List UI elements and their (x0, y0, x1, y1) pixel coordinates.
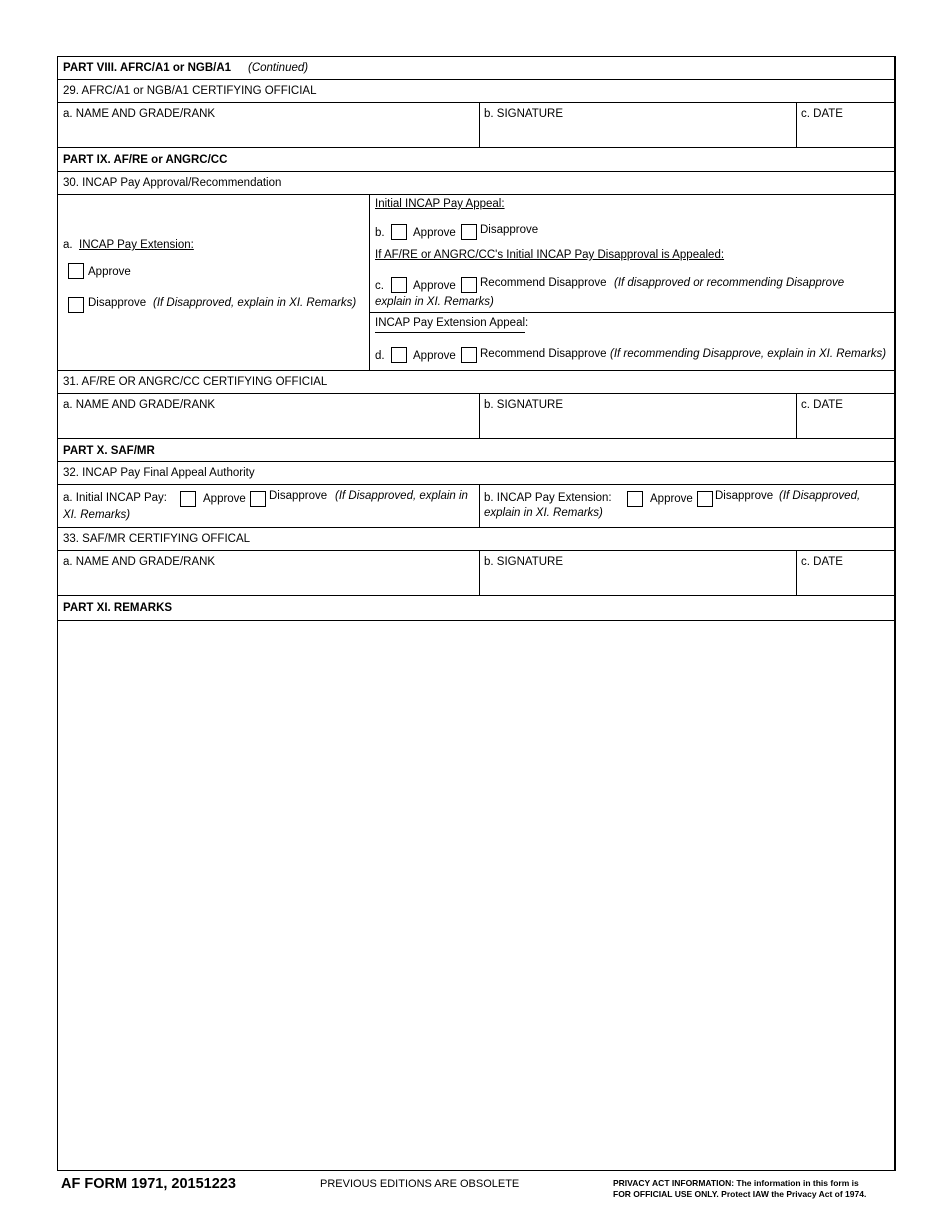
d-approve-checkbox[interactable] (391, 347, 407, 363)
divider (479, 103, 480, 147)
c-approve-label: Approve (413, 280, 456, 292)
item29-row (58, 80, 894, 103)
item31-label: 31. AF/RE OR ANGRC/CC CERTIFYING OFFICIAL (63, 376, 328, 388)
extension-pay-approve-checkbox[interactable] (627, 491, 643, 507)
b-disapprove-label: Disapprove (480, 224, 539, 236)
initial-pay-approve-checkbox[interactable] (180, 491, 196, 507)
divider (369, 195, 370, 370)
divider (479, 551, 480, 595)
signature-field[interactable]: b. SIGNATURE (484, 108, 564, 120)
c-note-1: (If disapproved or recommending Disapprove (614, 277, 845, 289)
item32-block (58, 485, 894, 528)
initial-pay-approve-label: Approve (203, 493, 246, 505)
b-label: b. (375, 227, 385, 239)
signature-field[interactable]: b. SIGNATURE (484, 399, 564, 411)
ext-appeal-title: INCAP Pay Extension Appeal: (375, 317, 529, 329)
divider (796, 551, 797, 595)
underline (375, 332, 525, 333)
divider (796, 103, 797, 147)
extension-disapprove-note: (If Disapproved, explain in XI. Remarks) (153, 297, 357, 309)
item30-row (58, 172, 894, 195)
d-label: d. (375, 350, 385, 362)
part8-continued: (Continued) (248, 62, 309, 74)
date-field[interactable]: c. DATE (801, 556, 843, 568)
initial-pay-disapprove-checkbox[interactable] (250, 491, 266, 507)
remarks-area[interactable] (58, 621, 894, 1170)
d-note: (If recommending Disapprove, explain in XI. Remarks) (610, 348, 887, 360)
privacy-line-1: PRIVACY ACT INFORMATION: The information in this form is (613, 1178, 859, 1188)
name-grade-field[interactable]: a. NAME AND GRADE/RANK (63, 556, 216, 568)
extension-disapprove-checkbox[interactable] (68, 297, 84, 313)
divider (479, 485, 480, 527)
item32-label: 32. INCAP Pay Final Appeal Authority (63, 467, 255, 479)
divider (796, 394, 797, 438)
d-approve-label: Approve (413, 350, 456, 362)
editions-note: PREVIOUS EDITIONS ARE OBSOLETE (320, 1178, 520, 1190)
extension-pay-label: b. INCAP Pay Extension: (484, 492, 612, 504)
appealed-title: If AF/RE or ANGRC/CC's Initial INCAP Pay Disapproval is Appealed: (375, 249, 725, 261)
item32-row (58, 462, 894, 485)
extension-approve-label: Approve (88, 266, 131, 278)
part9-header (58, 148, 894, 172)
item31-signature-row (58, 394, 894, 439)
item30-block (58, 195, 894, 371)
part11-title: PART XI. REMARKS (63, 602, 173, 614)
b-disapprove-checkbox[interactable] (461, 224, 477, 240)
part10-header (58, 439, 894, 462)
c-note-2: explain in XI. Remarks) (375, 296, 494, 308)
extension-label: INCAP Pay Extension: (79, 239, 194, 251)
part10-title: PART X. SAF/MR (63, 445, 155, 457)
extension-pay-note-2: explain in XI. Remarks) (484, 507, 603, 519)
part8-header (58, 57, 894, 80)
d-recommend-label: Recommend Disapprove (480, 348, 607, 360)
extension-pay-note-1: (If Disapproved, (779, 490, 861, 502)
initial-appeal-title: Initial INCAP Pay Appeal: (375, 198, 505, 210)
b-approve-checkbox[interactable] (391, 224, 407, 240)
part9-title: PART IX. AF/RE or ANGRC/CC (63, 154, 228, 166)
name-grade-field[interactable]: a. NAME AND GRADE/RANK (63, 108, 216, 120)
signature-field[interactable]: b. SIGNATURE (484, 556, 564, 568)
item29-signature-row (58, 103, 894, 148)
initial-pay-note-2: XI. Remarks) (63, 509, 131, 521)
extension-pay-disapprove-checkbox[interactable] (697, 491, 713, 507)
divider (369, 312, 894, 313)
date-field[interactable]: c. DATE (801, 399, 843, 411)
extension-prefix: a. (63, 239, 73, 251)
c-label: c. (375, 280, 384, 292)
date-field[interactable]: c. DATE (801, 108, 843, 120)
extension-pay-approve-label: Approve (650, 493, 693, 505)
form-id: AF FORM 1971, 20151223 (61, 1176, 236, 1192)
name-grade-field[interactable]: a. NAME AND GRADE/RANK (63, 399, 216, 411)
c-recommend-disapprove-checkbox[interactable] (461, 277, 477, 293)
item30-label: 30. INCAP Pay Approval/Recommendation (63, 177, 282, 189)
part11-header (58, 596, 894, 621)
item31-row (58, 371, 894, 394)
privacy-line-2: FOR OFFICIAL USE ONLY. Protect IAW the Privacy Act of 1974. (613, 1189, 867, 1199)
initial-pay-note-1: (If Disapproved, explain in (335, 490, 468, 502)
initial-pay-disapprove-label: Disapprove (269, 490, 328, 502)
item33-label: 33. SAF/MR CERTIFYING OFFICAL (63, 533, 251, 545)
part8-title: PART VIII. AFRC/A1 or NGB/A1 (63, 62, 232, 74)
item29-label: 29. AFRC/A1 or NGB/A1 CERTIFYING OFFICIAL (63, 85, 317, 97)
b-approve-label: Approve (413, 227, 456, 239)
extension-pay-disapprove-label: Disapprove (715, 490, 774, 502)
item33-row (58, 528, 894, 551)
c-recommend-label: Recommend Disapprove (480, 277, 607, 289)
d-recommend-disapprove-checkbox[interactable] (461, 347, 477, 363)
c-approve-checkbox[interactable] (391, 277, 407, 293)
form-page (57, 56, 896, 1171)
item33-signature-row (58, 551, 894, 596)
divider (479, 394, 480, 438)
extension-disapprove-label: Disapprove (88, 297, 147, 309)
initial-pay-label: a. Initial INCAP Pay: (63, 492, 167, 504)
extension-approve-checkbox[interactable] (68, 263, 84, 279)
